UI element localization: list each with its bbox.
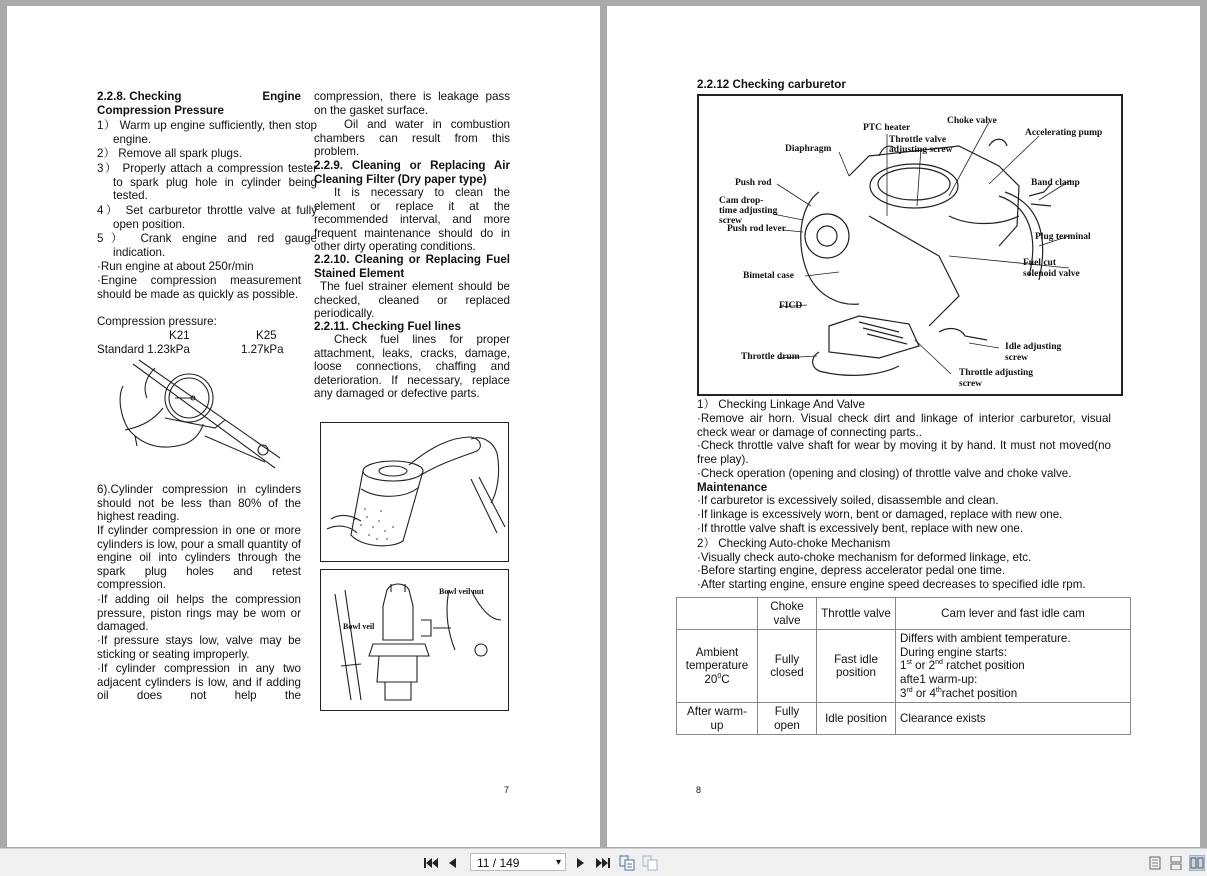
section-heading-228 xyxy=(97,90,301,104)
sup: rd xyxy=(906,686,913,694)
table-cell xyxy=(896,630,1131,703)
label-cam-drop-2: time adjusting xyxy=(719,206,778,216)
last-page-button[interactable] xyxy=(596,855,610,871)
page-number-input[interactable] xyxy=(470,853,566,871)
section1-bullet-1: ·Remove air horn. Visual check dirt and linkage of interior carburetor, visual check wear or damage of connecting parts.. xyxy=(697,412,1111,439)
table-cell: Fully closed xyxy=(758,630,817,703)
sup: th xyxy=(935,686,942,694)
label-plug-terminal: Plug terminal xyxy=(1035,232,1091,242)
right-page xyxy=(607,6,1200,847)
step-2: 2） Remove all spark plugs. xyxy=(97,147,242,160)
cell-line xyxy=(900,659,1126,673)
k21-value: 1.23kPa xyxy=(147,343,190,356)
single-page-view-icon xyxy=(1149,856,1161,870)
cell-text: Ambient xyxy=(695,645,739,659)
label-cam-drop-1: Cam drop- xyxy=(719,196,764,206)
table-header-cell: Cam lever and fast idle cam xyxy=(896,598,1131,630)
label-throttle-adjusting-1: Throttle adjusting xyxy=(959,368,1033,378)
cell-text: temperature 20 xyxy=(685,659,749,686)
heading-part: Engine xyxy=(262,90,301,103)
facing-view-icon xyxy=(1190,857,1204,869)
compression-gauge-illustration xyxy=(115,358,285,478)
viewer-toolbar xyxy=(0,848,1207,876)
label-throttle-valve-adj-1: Throttle valve xyxy=(889,135,947,145)
section-heading-2212: 2.2.12 Checking carburetor xyxy=(697,78,846,91)
label-cam-drop-3: screw xyxy=(719,216,743,226)
table-cell: Clearance exists xyxy=(896,703,1131,735)
label-diaphragm: Diaphragm xyxy=(785,144,832,154)
table-row xyxy=(677,630,1131,703)
sup: nd xyxy=(935,659,943,667)
col-header-k25: K25 xyxy=(256,329,277,342)
table-cell xyxy=(677,630,758,703)
table-header-row xyxy=(677,598,1131,630)
row-label-standard xyxy=(97,343,190,357)
section-heading-228-line2: Compression Pressure xyxy=(97,104,224,117)
label-choke-valve: Choke valve xyxy=(947,116,997,126)
page-dropdown-icon[interactable]: ▾ xyxy=(555,857,561,868)
para-2211: Check fuel lines for proper attachment, leaks, cracks, damage, loose connections, chaffing and deterioration. If necessary, replace any damaged or defective parts. xyxy=(314,333,510,401)
cell-line: afte1 warm-up: xyxy=(900,672,978,686)
t: ratchet position xyxy=(942,659,1025,673)
page-number: 8 xyxy=(696,785,702,795)
label-throttle-adjusting-2: screw xyxy=(959,379,983,389)
bullet-pressure-low: ·If pressure stays low, valve may be sticking or seating improperly. xyxy=(97,634,301,661)
auto-choke-table xyxy=(676,597,1131,735)
last-page-icon xyxy=(596,857,610,869)
bullet-run-engine: ·Run engine at about 250r/min xyxy=(97,260,254,273)
table-header-cell: Choke valve xyxy=(758,598,817,630)
t: 3 xyxy=(900,686,907,700)
para-low-compression: If cylinder compression in one or more cylinders is low, pour a small quantity of engine oil into cylinders through the spark plug holes and retest compression. xyxy=(97,524,301,592)
label-idle-adjusting-1: Idle adjusting xyxy=(1005,342,1062,352)
t: 1 xyxy=(900,659,907,673)
previous-page-button[interactable] xyxy=(447,855,457,871)
label-fuel-cut-1: Fuel cut xyxy=(1023,258,1056,268)
air-filter-figure xyxy=(320,422,509,562)
bullet-text: ·Engine compression measurement should be made as quickly as possible. xyxy=(97,274,301,301)
table-cell: Fast idle position xyxy=(817,630,896,703)
table-row xyxy=(677,703,1131,735)
para-cylinder-80: 6).Cylinder compression in cylinders should not be less than 80% of the highest reading. xyxy=(97,483,301,524)
continuous-view-icon xyxy=(1170,856,1182,870)
table-header-cell xyxy=(677,598,758,630)
carburetor-diagram xyxy=(697,94,1123,396)
section-heading-229: 2.2.9. Cleaning or Replacing Air Cleaning Filter (Dry paper type) xyxy=(314,159,510,186)
section2-bullet-2: ·Before starting engine, depress accelerator pedal one time. xyxy=(697,564,1006,577)
label-bimetal-case: Bimetal case xyxy=(743,271,794,281)
continuous-view-button[interactable] xyxy=(1169,855,1183,871)
table-cell: After warm-up xyxy=(677,703,758,735)
label-throttle-drum: Throttle drum xyxy=(741,352,800,362)
section1-bullet-3: ·Check operation (opening and closing) of throttle valve and choke valve. xyxy=(697,467,1072,480)
maintenance-bullet-2: ·If linkage is excessively worn, bent or damaged, replace with new one. xyxy=(697,508,1063,521)
t: or 2 xyxy=(911,659,936,673)
fit-page-button[interactable] xyxy=(619,855,635,871)
section2-title: 2） Checking Auto-choke Mechanism xyxy=(697,537,891,550)
first-page-icon xyxy=(424,857,438,869)
k25-value: 1.27kPa xyxy=(241,343,284,356)
label-idle-adjusting-2: screw xyxy=(1005,353,1029,363)
section2-bullet-3: ·After starting engine, ensure engine speed decreases to specified idle rpm. xyxy=(697,578,1086,591)
fit-width-icon xyxy=(642,855,658,871)
unit: C xyxy=(721,672,730,686)
maintenance-bullet-3: ·If throttle valve shaft is excessively bent, replace with new one. xyxy=(697,522,1024,535)
first-page-button[interactable] xyxy=(424,855,438,871)
bullet-adjacent-cylinders: ·If cylinder compression in any two adjacent cylinders is low, and if adding oil does not help the xyxy=(97,662,301,703)
cell-line: During engine starts: xyxy=(900,645,1007,659)
previous-page-icon xyxy=(448,857,456,869)
section-heading-2211: 2.2.11. Checking Fuel lines xyxy=(314,320,461,333)
section1-title: 1） Checking Linkage And Valve xyxy=(697,398,866,411)
t: or 4 xyxy=(912,686,936,700)
para-229: It is necessary to clean the element or replace it at the recommended interval, and more frequent maintenance should do in other dirty operating conditions. xyxy=(314,186,510,254)
next-page-icon xyxy=(577,857,585,869)
label-push-rod: Push rod xyxy=(735,178,772,188)
table-cell: Idle position xyxy=(817,703,896,735)
sup: st xyxy=(906,659,912,667)
maintenance-title: Maintenance xyxy=(697,481,768,494)
bullet-measurement xyxy=(97,274,301,301)
section1-bullet-2: ·Check throttle valve shaft for wear by moving it by hand. It must not moved(no free play). xyxy=(697,439,1111,466)
label-ptc-heater: PTC heater xyxy=(863,123,911,133)
page-indicator: 11 / 149 xyxy=(477,856,520,870)
t: rachet position xyxy=(941,686,1018,700)
section-heading-2210: 2.2.10. Cleaning or Replacing Fuel Stained Element xyxy=(314,253,510,280)
facing-view-button[interactable] xyxy=(1189,855,1205,871)
step-3: 3） Properly attach a compression tester to spark plug hole in cylinder being tested. xyxy=(97,162,317,203)
heading-part: 2.2.8. Checking xyxy=(97,90,182,103)
step-5: 5） Crank engine and red gauge indication. xyxy=(97,232,317,259)
label-bowl-veil: Bowl veil xyxy=(343,622,375,631)
page-number: 7 xyxy=(504,785,510,795)
single-page-view-button[interactable] xyxy=(1148,855,1162,871)
step-4: 4） Set carburetor throttle valve at fully open position. xyxy=(97,204,317,231)
standard-label: Standard xyxy=(97,343,145,356)
left-page xyxy=(7,6,600,847)
degree-sup: 0 xyxy=(717,673,722,681)
table-cell: Fully open xyxy=(758,703,817,735)
fit-page-icon xyxy=(619,855,635,871)
cell-line: Differs with ambient temperature. xyxy=(900,632,1071,646)
section2-bullet-1: ·Visually check auto-choke mechanism for deformed linkage, etc. xyxy=(697,551,1032,564)
step-1: 1） Warm up engine sufficiently, then stop engine. xyxy=(97,119,317,146)
fuel-strainer-figure xyxy=(320,569,509,711)
label-throttle-valve-adj-2: adjusting screw xyxy=(889,145,953,155)
maintenance-bullet-1: ·If carburetor is excessively soiled, disassemble and clean. xyxy=(697,494,999,507)
next-page-button[interactable] xyxy=(576,855,586,871)
compression-pressure-label: Compression pressure: xyxy=(97,315,217,328)
cell-line xyxy=(900,687,1126,701)
label-bowl-veil-nut: Bowl veil nut xyxy=(439,587,484,596)
para-leakage: compression, there is leakage pass on the gasket surface. xyxy=(314,90,510,117)
bullet-oil-helps: ·If adding oil helps the compression pressure, piston rings may be wom or damaged. xyxy=(97,593,301,634)
table-header-cell: Throttle valve xyxy=(817,598,896,630)
label-push-rod-lever: Push rod lever xyxy=(727,224,786,234)
label-accelerating-pump: Accelerating pump xyxy=(1025,128,1103,138)
para-oil-water: Oil and water in combustion chambers can result from this problem. xyxy=(314,118,510,159)
col-header-k21: K21 xyxy=(169,329,190,342)
label-ficd: FICD xyxy=(779,301,803,311)
fit-width-button[interactable] xyxy=(642,855,658,871)
para-2210: The fuel strainer element should be checked, cleaned or replaced periodically. xyxy=(314,280,510,321)
label-fuel-cut-2: solenoid valve xyxy=(1023,269,1080,279)
air-filter-illustration xyxy=(321,423,508,561)
label-band-clamp: Band clamp xyxy=(1031,178,1080,188)
